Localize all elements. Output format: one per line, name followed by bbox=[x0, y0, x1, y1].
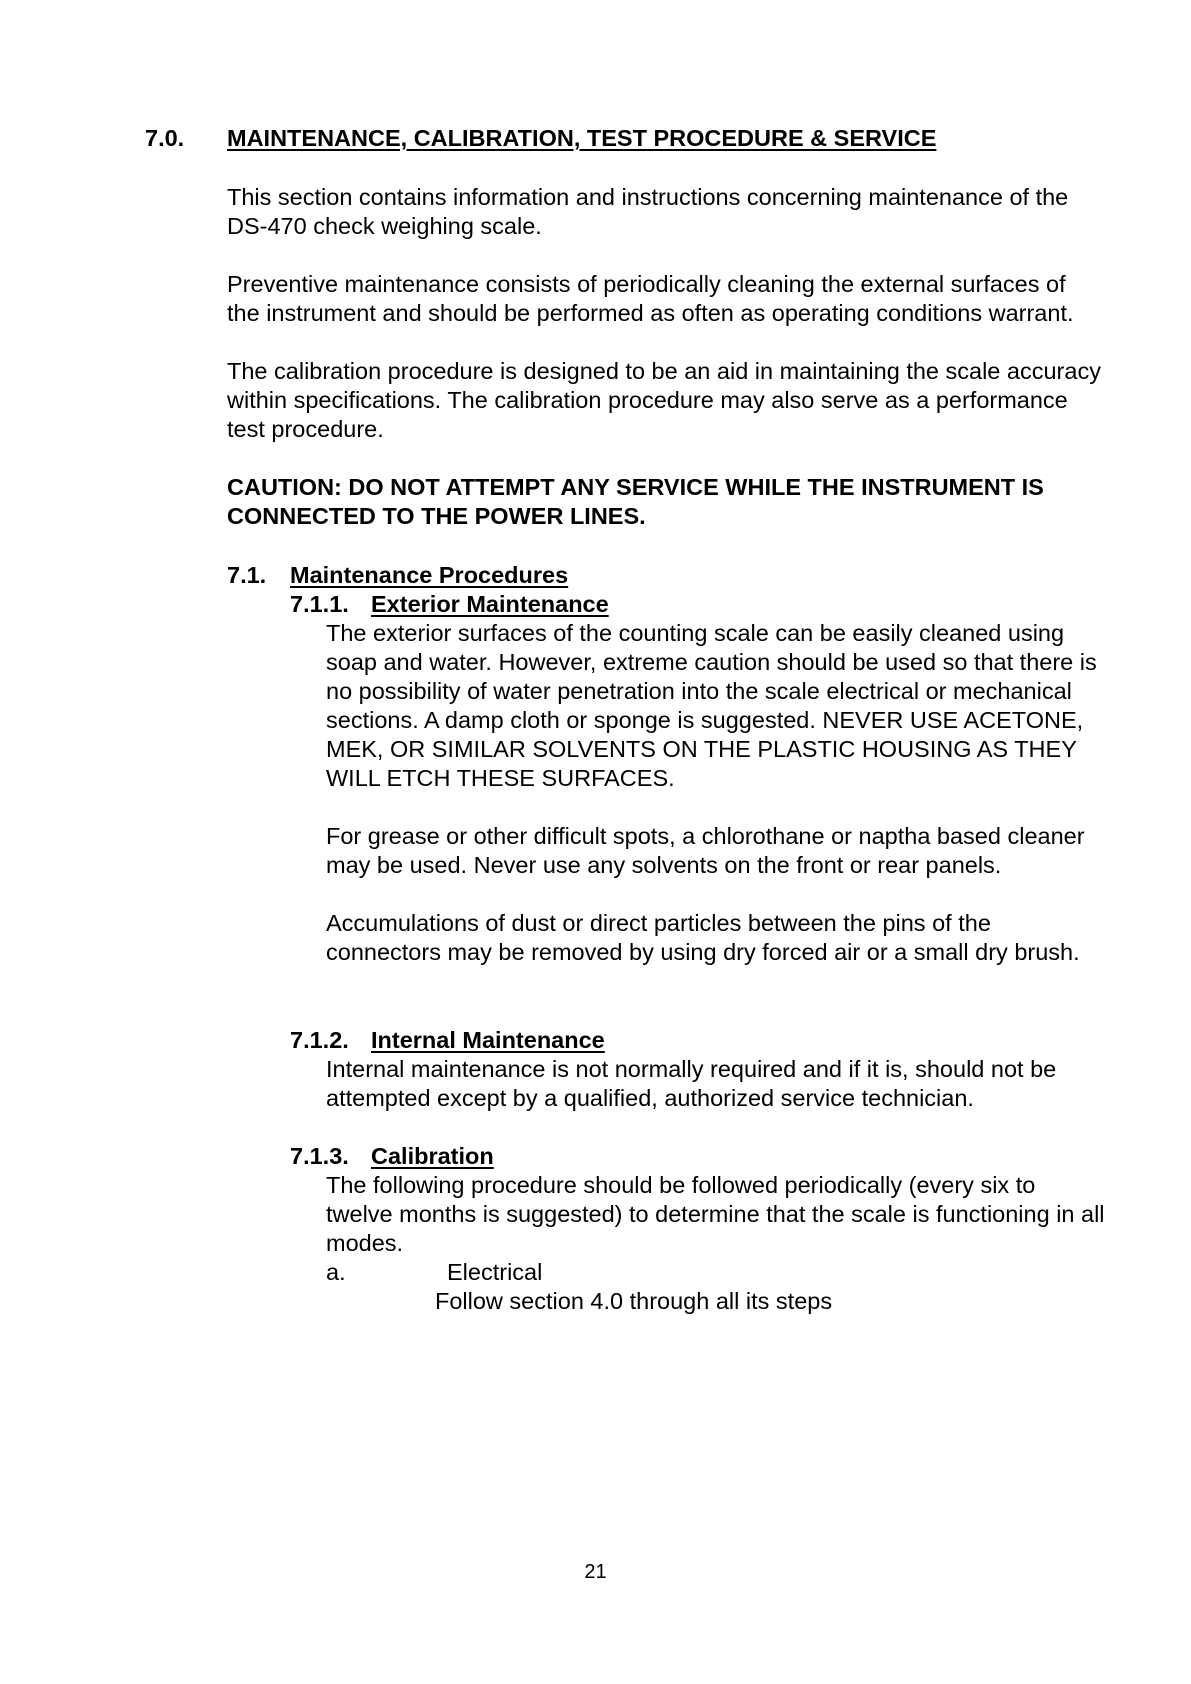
exterior-p2-line-2: may be used. Never use any solvents on the front or rear panels. bbox=[326, 852, 1002, 878]
exterior-p1-line-3: no possibility of water penetration into the scale electrical or mechanical bbox=[326, 678, 1072, 704]
subsection-7-1-2-title: Internal Maintenance bbox=[371, 1027, 605, 1053]
calibration-item-a-label: Electrical bbox=[447, 1259, 543, 1285]
internal-p1-line-1: Internal maintenance is not normally required and if it is, should not be bbox=[326, 1056, 1057, 1082]
subsection-7-1-3-number: 7.1.3. bbox=[290, 1143, 349, 1169]
exterior-p1-line-2: soap and water. However, extreme caution should be used so that there is bbox=[326, 649, 1097, 675]
page-number: 21 bbox=[584, 1561, 607, 1583]
subsection-7-1-1-number: 7.1.1. bbox=[290, 591, 349, 617]
exterior-p3-line-1: Accumulations of dust or direct particles between the pins of the bbox=[326, 910, 991, 936]
exterior-p1-line-4: sections. A damp cloth or sponge is suggested. NEVER USE ACETONE, bbox=[326, 707, 1084, 733]
intro-p3-line-2: within specifications. The calibration procedure may also serve as a performance bbox=[227, 387, 1068, 413]
subsection-7-1-2-number: 7.1.2. bbox=[290, 1027, 349, 1053]
intro-p2-line-2: the instrument and should be performed as often as operating conditions warrant. bbox=[227, 300, 1074, 326]
internal-p1-line-2: attempted except by a qualified, authorized service technician. bbox=[326, 1085, 974, 1111]
exterior-p1-line-5: MEK, OR SIMILAR SOLVENTS ON THE PLASTIC HOUSING AS THEY bbox=[326, 736, 1077, 762]
section-title: MAINTENANCE, CALIBRATION, TEST PROCEDURE & SERVICE bbox=[227, 125, 937, 151]
calibration-item-a-marker: a. bbox=[326, 1259, 346, 1285]
calibration-item-a-detail: Follow section 4.0 through all its steps bbox=[435, 1288, 833, 1314]
subsection-7-1-1-title: Exterior Maintenance bbox=[371, 591, 609, 617]
caution-line-1: CAUTION: DO NOT ATTEMPT ANY SERVICE WHILE THE INSTRUMENT IS bbox=[227, 474, 1044, 500]
calibration-p1-line-3: modes. bbox=[326, 1230, 404, 1256]
intro-p1-line-1: This section contains information and instructions concerning maintenance of the bbox=[227, 184, 1069, 210]
exterior-p1-line-1: The exterior surfaces of the counting scale can be easily cleaned using bbox=[326, 620, 1065, 646]
calibration-p1-line-2: twelve months is suggested) to determine that the scale is functioning in all bbox=[326, 1201, 1105, 1227]
intro-p2-line-1: Preventive maintenance consists of periodically cleaning the external surfaces of bbox=[227, 271, 1066, 297]
calibration-p1-line-1: The following procedure should be followed periodically (every six to bbox=[326, 1172, 1036, 1198]
caution-line-2: CONNECTED TO THE POWER LINES. bbox=[227, 503, 646, 529]
intro-p3-line-1: The calibration procedure is designed to be an aid in maintaining the scale accuracy bbox=[227, 358, 1101, 384]
subsection-7-1-number: 7.1. bbox=[227, 562, 267, 588]
section-number: 7.0. bbox=[145, 125, 185, 151]
intro-p1-line-2: DS-470 check weighing scale. bbox=[227, 213, 542, 239]
intro-p3-line-3: test procedure. bbox=[227, 416, 384, 442]
exterior-p2-line-1: For grease or other difficult spots, a chlorothane or naptha based cleaner bbox=[326, 823, 1085, 849]
subsection-7-1-title: Maintenance Procedures bbox=[290, 562, 569, 588]
exterior-p3-line-2: connectors may be removed by using dry forced air or a small dry brush. bbox=[326, 939, 1080, 965]
subsection-7-1-3-title: Calibration bbox=[371, 1143, 494, 1169]
exterior-p1-line-6: WILL ETCH THESE SURFACES. bbox=[326, 765, 675, 791]
